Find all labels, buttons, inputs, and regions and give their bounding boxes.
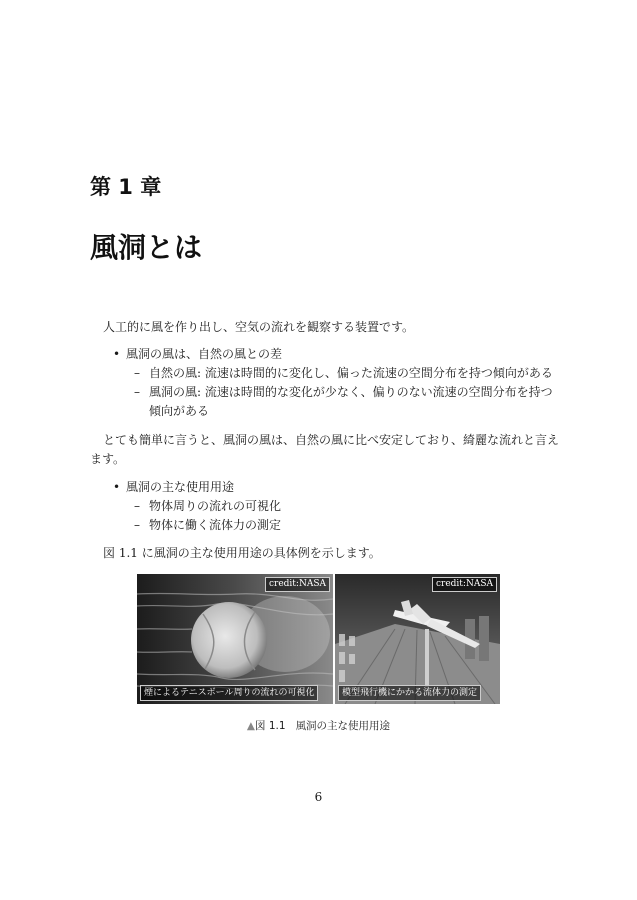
figure-caption-text: 風洞の主な使用用途	[295, 720, 391, 732]
photo-credit: credit:NASA	[432, 577, 497, 592]
tennis-ball-smoke-photo	[137, 574, 333, 704]
list-item-text: 風洞の風は、自然の風との差	[126, 347, 283, 361]
chapter-title: 風洞とは	[90, 231, 203, 264]
photo-caption: 煙によるテニスボール周りの流れの可視化	[140, 685, 318, 701]
intro-paragraph: 人工的に風を作り出し、空気の流れを観察する装置です。	[103, 320, 415, 334]
page-number: 6	[314, 790, 323, 804]
sub-list-item: – 物体周りの流れの可視化	[126, 497, 553, 516]
list-item	[113, 478, 553, 535]
bullet-list-differences	[113, 345, 553, 421]
figure-caption	[137, 718, 500, 733]
sub-list-item: – 物体に働く流体力の測定	[126, 516, 553, 535]
model-airplane-photo	[335, 574, 500, 704]
sub-list	[126, 364, 553, 421]
photo-caption: 模型飛行機にかかる流体力の測定	[338, 685, 481, 701]
list-item-text: 風洞の主な使用用途	[126, 480, 235, 494]
triangle-up-icon: ▲	[246, 720, 255, 732]
middle-paragraph: とても簡単に言うと、風洞の風は、自然の風に比べ安定しており、綺麗な流れと言えます。	[90, 433, 560, 466]
sub-list	[126, 497, 553, 535]
figure-reference-paragraph: 図 1.1 に風洞の主な使用用途の具体例を示します。	[103, 546, 381, 560]
photo-credit: credit:NASA	[265, 577, 330, 592]
figure-caption-label: 図 1.1	[255, 720, 286, 732]
list-item	[113, 345, 553, 421]
chapter-label: 第 1 章	[90, 175, 162, 199]
sub-list-item: – 自然の風: 流速は時間的に変化し、偏った流速の空間分布を持つ傾向がある	[126, 364, 553, 383]
bullet-list-uses	[113, 478, 553, 535]
sub-list-item: – 風洞の風: 流速は時間的な変化が少なく、偏りのない流速の空間分布を持つ傾向がある	[126, 383, 553, 421]
